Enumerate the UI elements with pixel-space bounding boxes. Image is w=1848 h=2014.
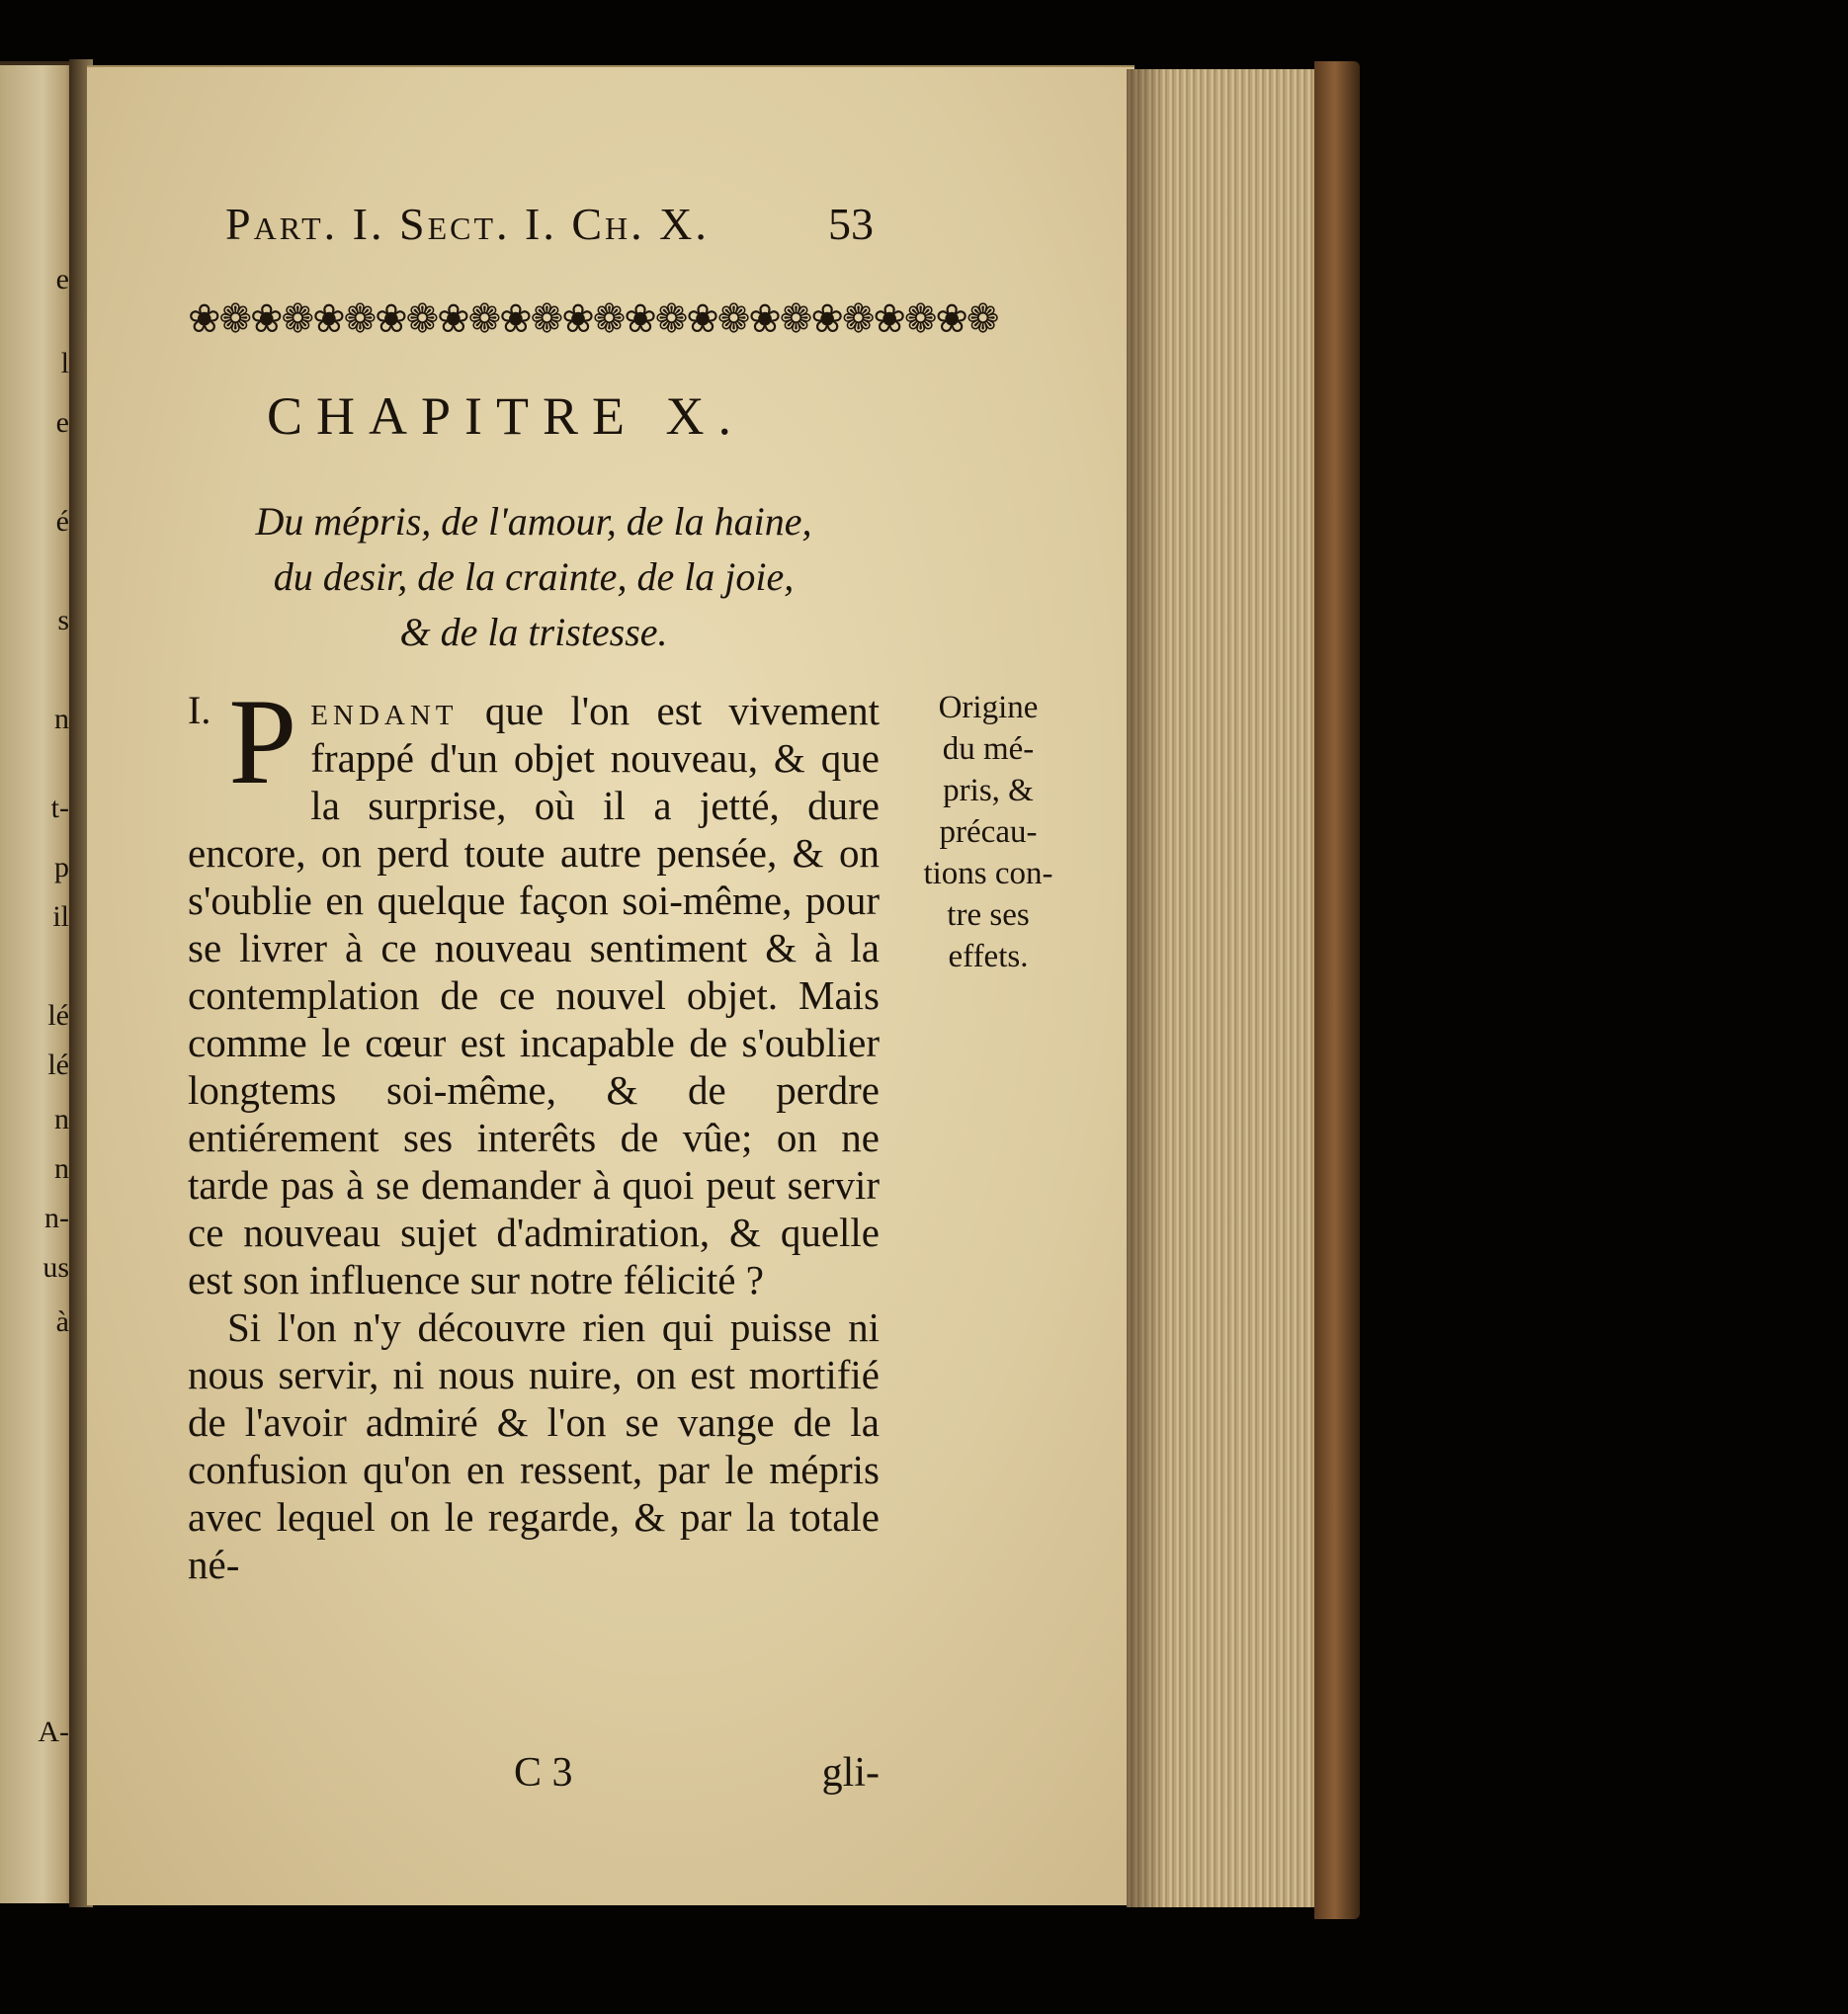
left-page-fragment: é [55,505,69,538]
ornament-border: ❀❁❀❁❀❁❀❁❀❁❀❁❀❁❀❁❀❁❀❁❀❁❀❁❀❁ [188,296,998,342]
book-cover-edge [1314,61,1360,1919]
marginal-note-line: pris, & [943,773,1034,808]
left-page-fragment: lé [47,1049,69,1081]
left-page-fragment: n [54,1103,69,1135]
left-page-fragment: e [55,406,69,439]
paragraph-text: que l'on est vivement frappé d'un objet nouveau, & que la surprise, où il a jetté, dure encore, on perd toute autre pensée, & on s'oublie en quelque façon soi-même, pour se livrer à ce nouveau sentiment & à la contemplation de ce nouvel objet. Mais comme le cœur est incapable de s'oublier longtems soi-même, & de perdre entiérement ses interêts de vûe; on ne tarde pas à se demander à quoi peut servir ce nouveau sujet d'admiration, & quelle est son influence sur notre félicité ? [188,688,881,1302]
section-number: I. [188,688,211,732]
left-page-fragment: n- [44,1202,69,1234]
catchword: gli- [821,1750,880,1796]
left-facing-page [0,61,77,1903]
subtitle-line: du desir, de la crainte, de la joie, [273,554,795,599]
left-page-fragment: à [55,1305,69,1338]
marginal-note-line: précau- [939,814,1038,850]
chapter-subtitle [178,494,889,660]
marginal-note-line: Origine [938,690,1039,725]
left-page-fragment: n [54,703,69,735]
drop-cap: P [228,674,297,809]
left-page-fragment: e [55,263,69,295]
marginal-note-line: tions con- [923,856,1053,891]
left-page-fragment: l [60,347,69,379]
paragraph: Si l'on n'y découvre rien qui puisse ni nous servir, ni nous nuire, on est mortifié de l'avoir admiré & l'on se vange de la confusion qu'on en ressent, par le mépris avec lequel on le regarde, & par la totale né- [188,1304,880,1587]
paragraph [188,674,881,1303]
subtitle-line: & de la tristesse. [399,610,668,654]
left-page-fragment: n [54,1152,69,1185]
subtitle-line: Du mépris, de l'amour, de la haine, [255,499,812,544]
running-head: Part. I. Sect. I. Ch. X. [225,199,710,249]
marginal-note [914,687,1062,977]
first-word: endant [310,688,459,733]
body-text [188,674,881,1588]
left-page-fragment: lé [47,999,69,1032]
signature-mark: C 3 [514,1750,573,1796]
left-page-fragment: il [52,900,69,933]
left-page-fragment: us [42,1251,69,1284]
page-number: 53 [828,199,874,249]
left-page-fragment: t- [50,792,69,824]
left-page-fragment: s [57,604,69,636]
left-page-fragment: p [54,851,69,883]
marginal-note-line: tre ses [947,897,1030,933]
page-edge-shadow [1127,69,1166,1907]
left-page-fragment: A- [38,1716,69,1748]
marginal-note-line: effets. [948,939,1029,974]
chapter-title: CHAPITRE X. [267,386,746,446]
marginal-note-line: du mé- [942,731,1035,767]
